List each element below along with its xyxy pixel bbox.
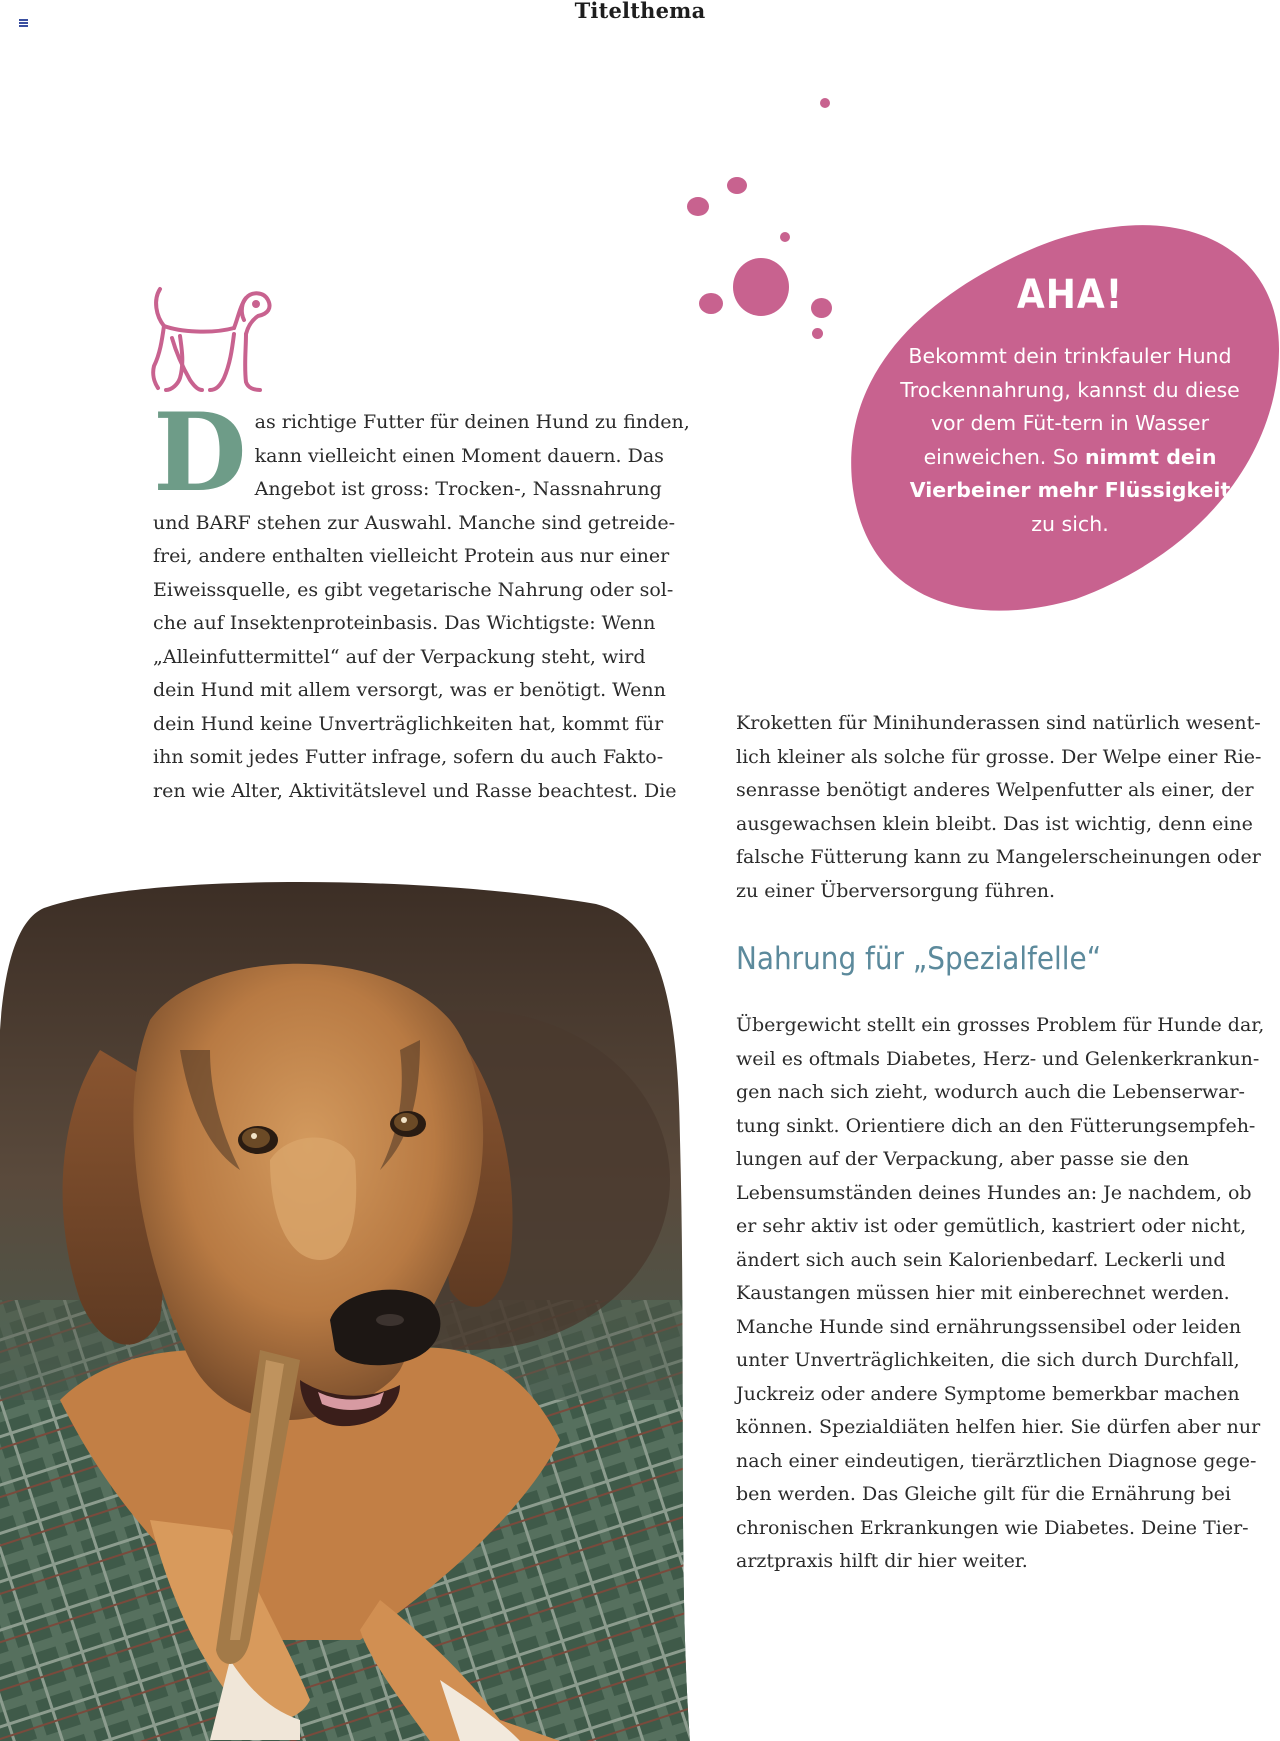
splash-dot bbox=[780, 232, 790, 242]
splash-dot bbox=[699, 293, 723, 314]
splash-dot bbox=[811, 298, 832, 318]
callout-title: AHA! bbox=[1016, 272, 1124, 318]
splash-dot bbox=[727, 177, 747, 194]
article-continuation bbox=[736, 707, 1276, 908]
callout-emphasis: nimmt dein Vierbeiner mehr Flüssigkeit bbox=[909, 444, 1231, 502]
dog-outline-icon bbox=[150, 286, 274, 398]
section-heading: Nahrung für „Spezialfelle“ bbox=[736, 941, 1102, 977]
drop-cap: D bbox=[153, 390, 247, 516]
beagle-chewing-stick-photo bbox=[0, 880, 690, 1741]
section-2-text: Übergewicht stellt ein grosses Problem für Hunde dar, weil es oftmals Diabetes, Herz- und Gelenkerkrankun-gen nach sich zieht, wodurch auch die Lebenserwar-tung sinkt. Orientiere dich an den Fütterungsempfeh-lungen auf der Verpackung, aber passe sie den Lebensumständen deines Hundes an: Je nachdem, ob er sehr aktiv ist oder gemütlich, kastriert oder nicht, ändert sich auch sein Kalorienbedarf. Leckerli und Kaustangen müssen hier mit einberechnet werden. Manche Hunde sind ernährungssensibel oder leiden unter Unverträglichkeiten, die sich durch Durchfall, Juckreiz oder andere Symptome bemerkbar machen können. Spezialdiäten helfen hier. Sie dürfen aber nur nach einer eindeutigen, tierärztlichen Diagnose gege-ben werden. Das Gleiche gilt für die Ernährung bei chronischen Erkrankungen wie Diabetes. Deine Tier-arztpraxis hilft dir hier weiter. bbox=[736, 1014, 1265, 1572]
page-section-title: Titelthema bbox=[574, 0, 706, 23]
continuation-text: Kroketten für Minihunderassen sind natürlich wesent-lich kleiner als solche für grosse. Der Welpe einer Rie-senrasse benötigt anderes Welpenfutter als einer, der ausgewachsen klein bleibt. Das ist wichtig, denn eine falsche Fütterung kann zu Mangelerscheinungen oder zu einer Überversorgung führen. bbox=[736, 712, 1262, 902]
splash-dot bbox=[733, 258, 789, 316]
article-intro bbox=[153, 390, 693, 808]
splash-dot bbox=[820, 98, 830, 108]
splash-dot bbox=[812, 328, 823, 339]
article-section-2 bbox=[736, 1009, 1276, 1579]
splash-dot bbox=[687, 197, 709, 216]
callout-text: Bekommt dein trinkfauler Hund Trockennahrung, kannst du diese vor dem Füt-tern in Wasser einweichen. So nimmt dein Vierbeiner mehr Flüssigkeit zu sich. bbox=[900, 344, 1240, 536]
intro-text: as richtige Futter für deinen Hund zu finden, kann vielleicht einen Moment dauern. Das Angebot ist gross: Trocken-, Nassnahrung und BARF stehen zur Auswahl. Manche sind getreide-frei, andere enthalten vielleicht Protein aus nur einer Eiweissquelle, es gibt vegetarische Nahrung oder sol-che auf Insektenproteinbasis. Das Wichtigste: Wenn „Alleinfuttermittel“ auf der Verpackung steht, wird dein Hund mit allem versorgt, was er benötigt. Wenn dein Hund keine Unverträglichkeiten hat, kommt für ihn somit jedes Futter infrage, sofern du auch Fakto-ren wie Alter, Aktivitätslevel und Rasse beachtest. Die bbox=[153, 411, 690, 802]
